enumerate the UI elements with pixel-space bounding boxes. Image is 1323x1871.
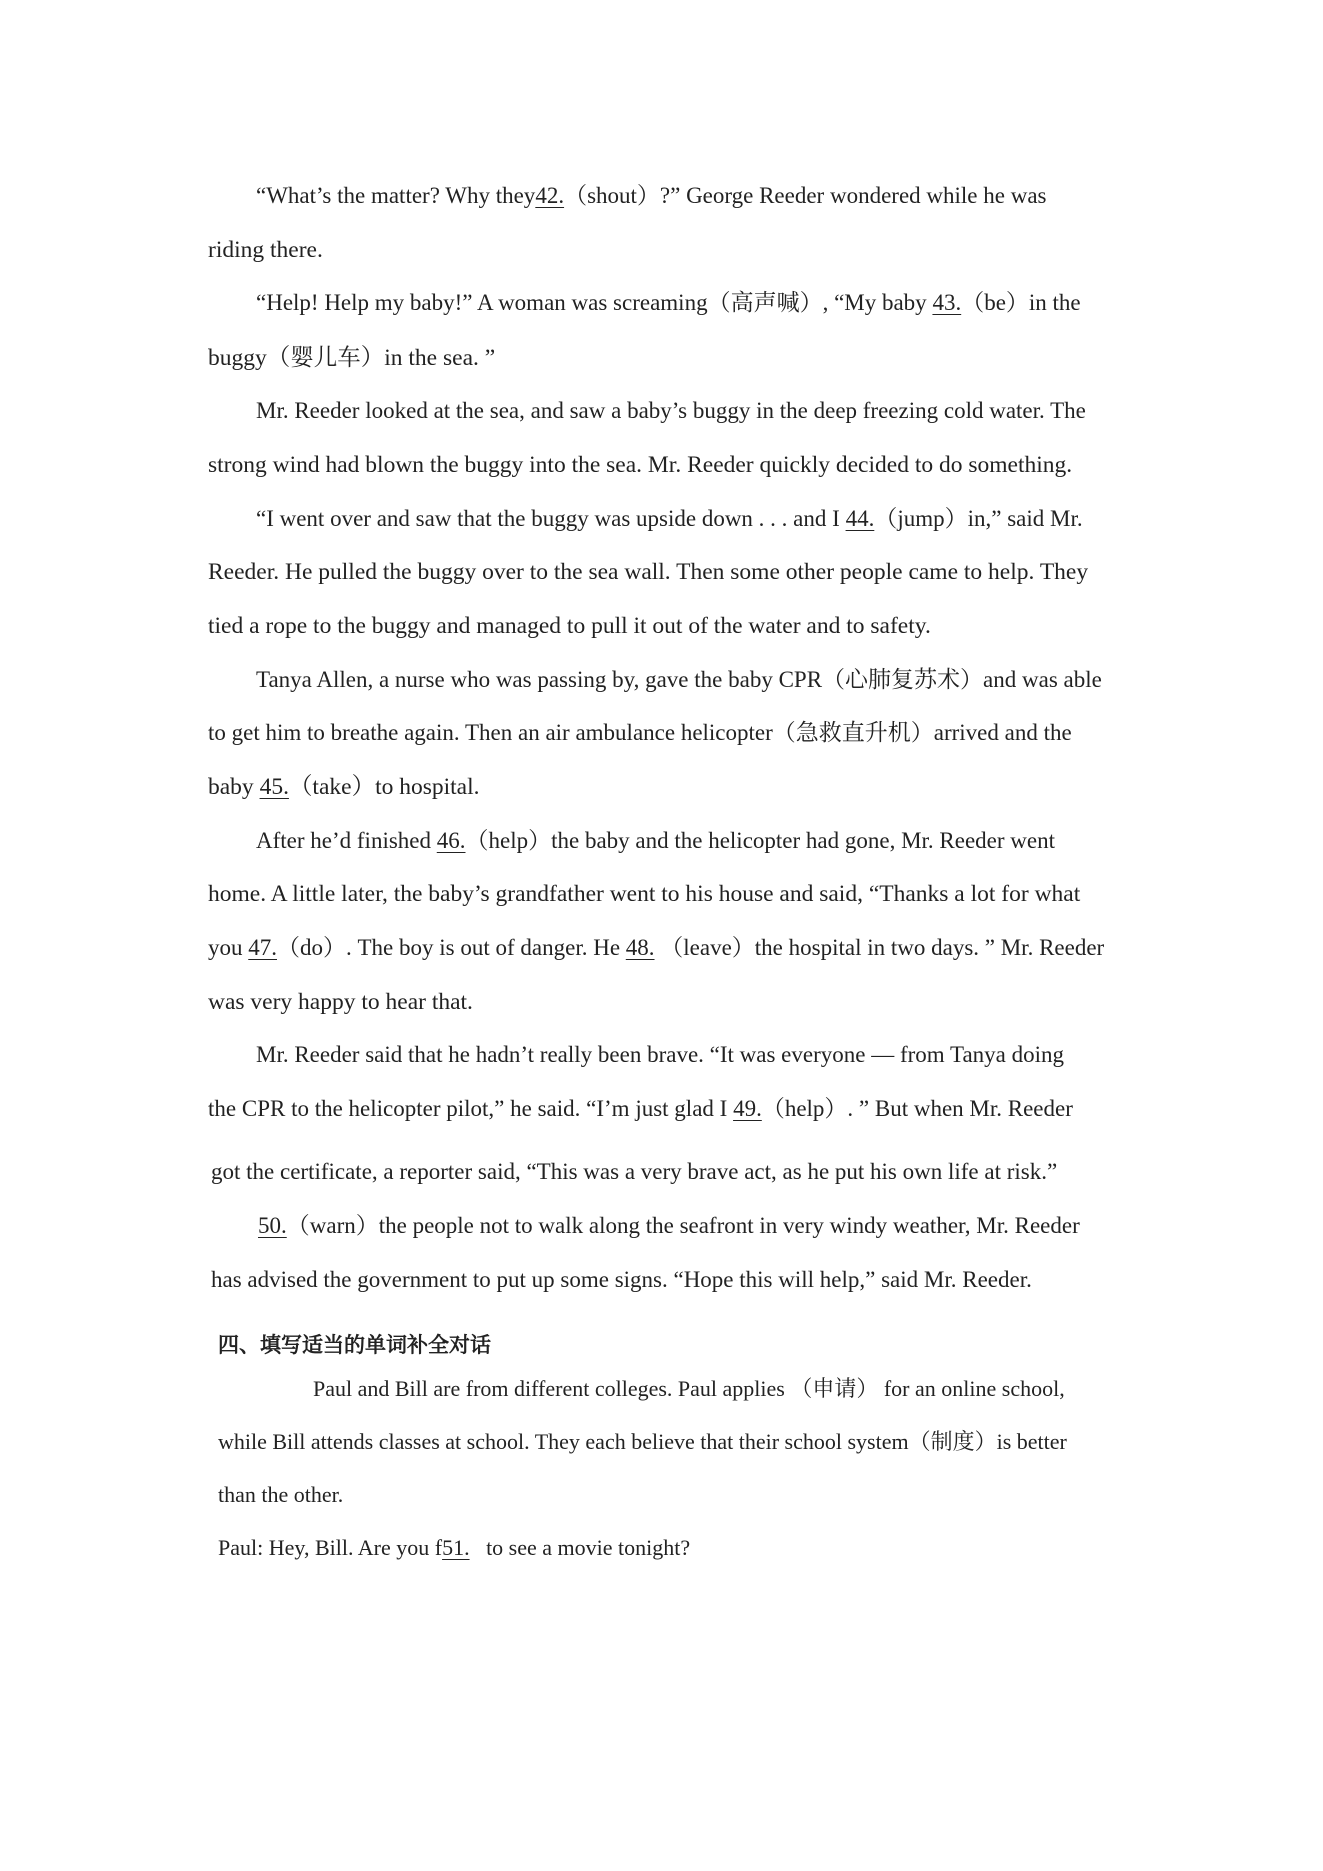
passage-line: the CPR to the helicopter pilot,” he said. “I’m just glad I 49.（help）. ” But when Mr. Reeder <box>208 1096 1073 1121</box>
section-intro-line: while Bill attends classes at school. They each believe that their school system（制度）is better <box>218 1429 1067 1454</box>
blank-42: 42. <box>535 183 565 208</box>
dialog-line: Paul: Hey, Bill. Are you f51. to see a movie tonight? <box>218 1535 691 1560</box>
blank-51: 51. <box>442 1535 470 1560</box>
passage-line: 50.（warn）the people not to walk along the seafront in very windy weather, Mr. Reeder <box>258 1213 1080 1238</box>
blank-48: 48. <box>625 935 655 960</box>
passage-line: Reeder. He pulled the buggy over to the sea wall. Then some other people came to help. They <box>208 559 1089 585</box>
blank-49: 49. <box>733 1096 762 1121</box>
passage-line: “Help! Help my baby!” A woman was screaming（高声喊）, “My baby 43.（be）in the <box>256 290 1081 315</box>
passage-line: baby 45.（take）to hospital. <box>208 774 480 800</box>
blank-46: 46. <box>436 828 466 853</box>
passage-line: to get him to breathe again. Then an air ambulance helicopter（急救直升机）arrived and the <box>208 720 1072 745</box>
blank-45: 45. <box>259 774 289 800</box>
blank-43: 43. <box>932 290 962 315</box>
passage-line: has advised the government to put up some signs. “Hope this will help,” said Mr. Reeder. <box>211 1267 1032 1292</box>
passage-line: riding there. <box>208 237 323 263</box>
passage-line: “I went over and saw that the buggy was upside down . . . and I 44.（jump）in,” said Mr. <box>256 506 1083 531</box>
blank-47: 47. <box>248 935 277 960</box>
passage-line: home. A little later, the baby’s grandfather went to his house and said, “Thanks a lot for what <box>208 881 1081 907</box>
passage-line: “What’s the matter? Why they42.（shout）?” George Reeder wondered while he was <box>256 183 1047 208</box>
blank-50: 50. <box>258 1213 287 1238</box>
passage-line: After he’d finished 46.（help）the baby and the helicopter had gone, Mr. Reeder went <box>256 828 1056 853</box>
passage-line: Mr. Reeder said that he hadn’t really been brave. “It was everyone — from Tanya doing <box>256 1042 1065 1067</box>
passage-line: Mr. Reeder looked at the sea, and saw a baby’s buggy in the deep freezing cold water. The <box>256 398 1086 423</box>
passage-line: strong wind had blown the buggy into the sea. Mr. Reeder quickly decided to do something. <box>208 452 1073 478</box>
passage-line: Tanya Allen, a nurse who was passing by, gave the baby CPR（心肺复苏术）and was able <box>256 667 1102 692</box>
passage-line: tied a rope to the buggy and managed to pull it out of the water and to safety. <box>208 613 931 639</box>
passage-line: got the certificate, a reporter said, “This was a very brave act, as he put his own life at risk.” <box>211 1159 1058 1184</box>
passage-line: you 47.（do）. The boy is out of danger. He 48. （leave）the hospital in two days. ” Mr. Reeder <box>208 935 1105 960</box>
blank-44: 44. <box>845 506 875 531</box>
passage-line: was very happy to hear that. <box>208 989 473 1015</box>
passage-line: buggy（婴儿车）in the sea. ” <box>208 345 496 371</box>
section-intro-line: than the other. <box>218 1482 344 1507</box>
section-heading: 四、填写适当的单词补全对话 <box>218 1333 491 1357</box>
section-intro-line: Paul and Bill are from different colleges. Paul applies （申请） for an online school, <box>313 1376 1065 1401</box>
